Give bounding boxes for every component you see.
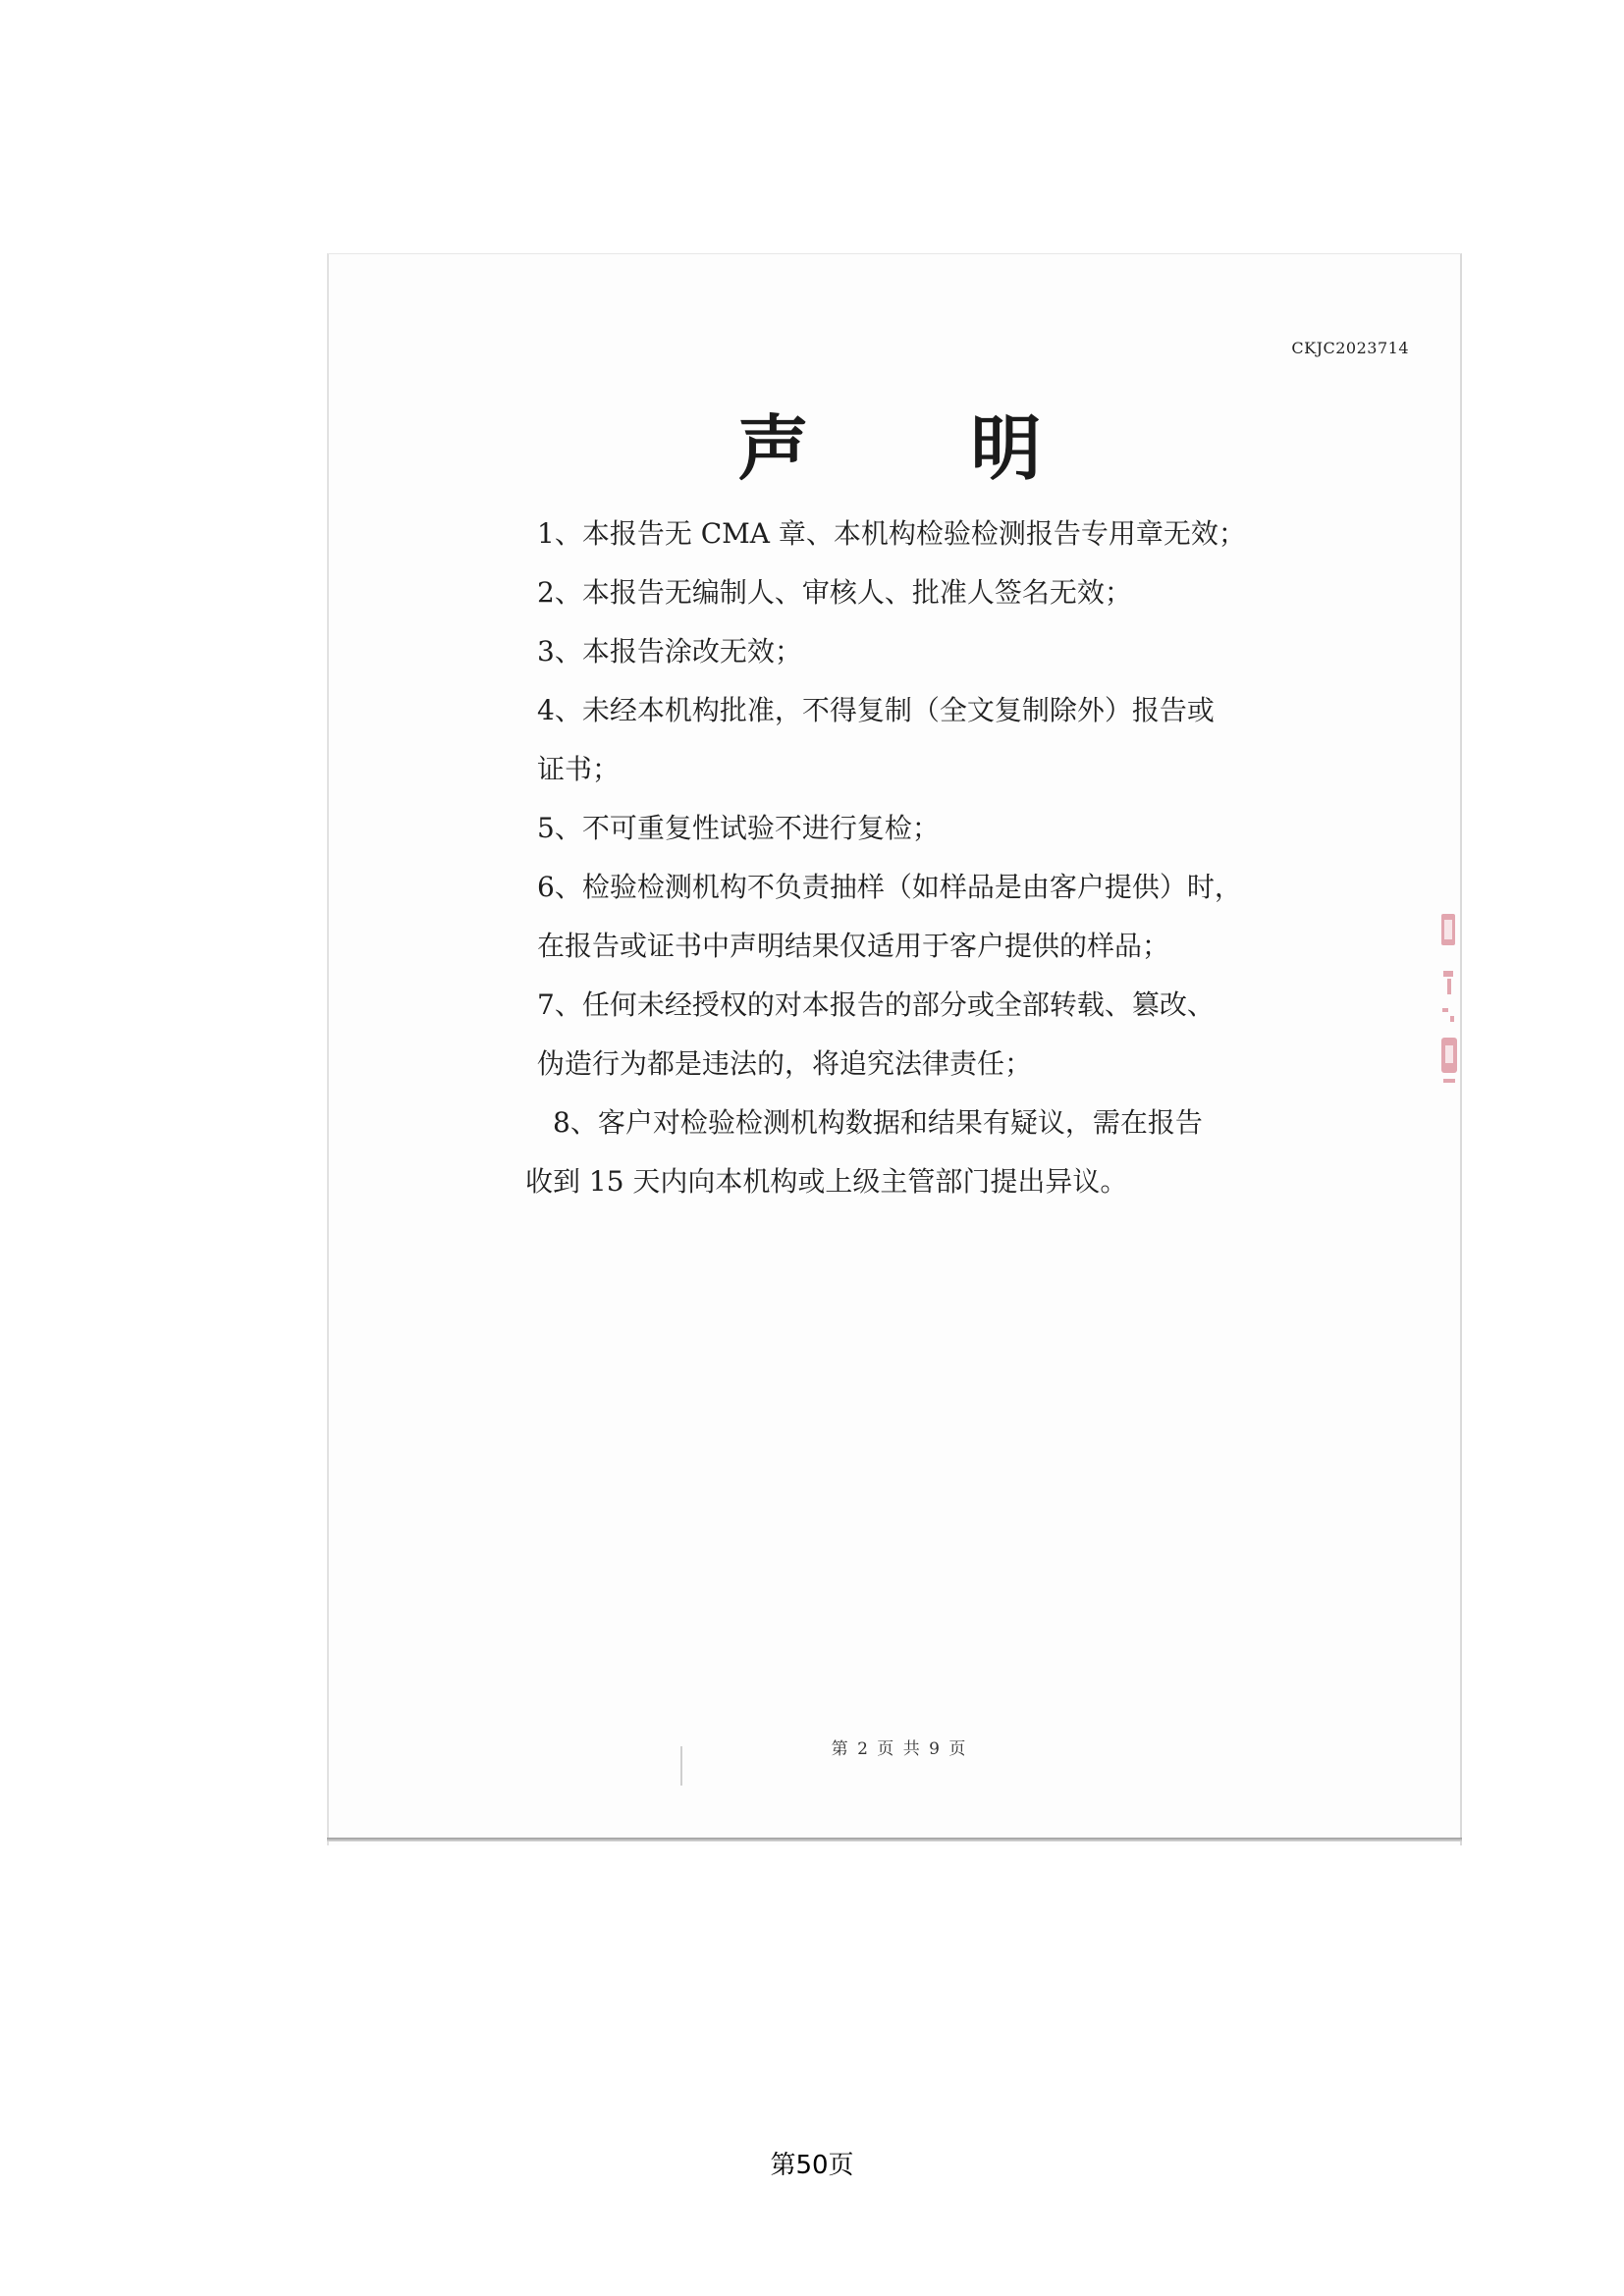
statement-line: 在报告或证书中声明结果仅适用于客户提供的样品；: [537, 930, 1170, 962]
statement-line: 1、本报告无 CMA 章、本机构检验检测报告专用章无效；: [537, 517, 1246, 550]
statement-line: 7、任何未经授权的对本报告的部分或全部转载、篡改、: [537, 988, 1215, 1021]
scanned-page: [327, 253, 1462, 1845]
scan-edge-shadow: [327, 1838, 1462, 1842]
statement-line: 4、未经本机构批准，不得复制（全文复制除外）报告或: [537, 694, 1215, 726]
page-number: 第50页: [770, 2151, 854, 2180]
statement-line: 收到 15 天内向本机构或上级主管部门提出异议。: [525, 1165, 1128, 1198]
statement-line: 8、客户对检验检测机构数据和结果有疑议，需在报告: [553, 1106, 1203, 1139]
scan-page-footer: 第 2 页 共 9 页: [831, 1739, 968, 1759]
statement-list: [525, 505, 1323, 1211]
report-code: CKJC2023714: [1291, 339, 1409, 357]
page-title: 声 明: [737, 406, 1110, 490]
statement-line: 3、本报告涂改无效；: [537, 635, 802, 667]
statement-line: 5、不可重复性试验不进行复检；: [537, 812, 940, 844]
statement-line: 伪造行为都是违法的，将追究法律责任；: [537, 1047, 1033, 1080]
seal-stamp-icon: [1438, 910, 1464, 1106]
statement-line: 6、检验检测机构不负责抽样（如样品是由客户提供）时，: [537, 871, 1242, 903]
scan-artifact: [680, 1746, 682, 1786]
statement-line: 2、本报告无编制人、审核人、批准人签名无效；: [537, 576, 1132, 609]
statement-line: 证书；: [537, 753, 621, 785]
